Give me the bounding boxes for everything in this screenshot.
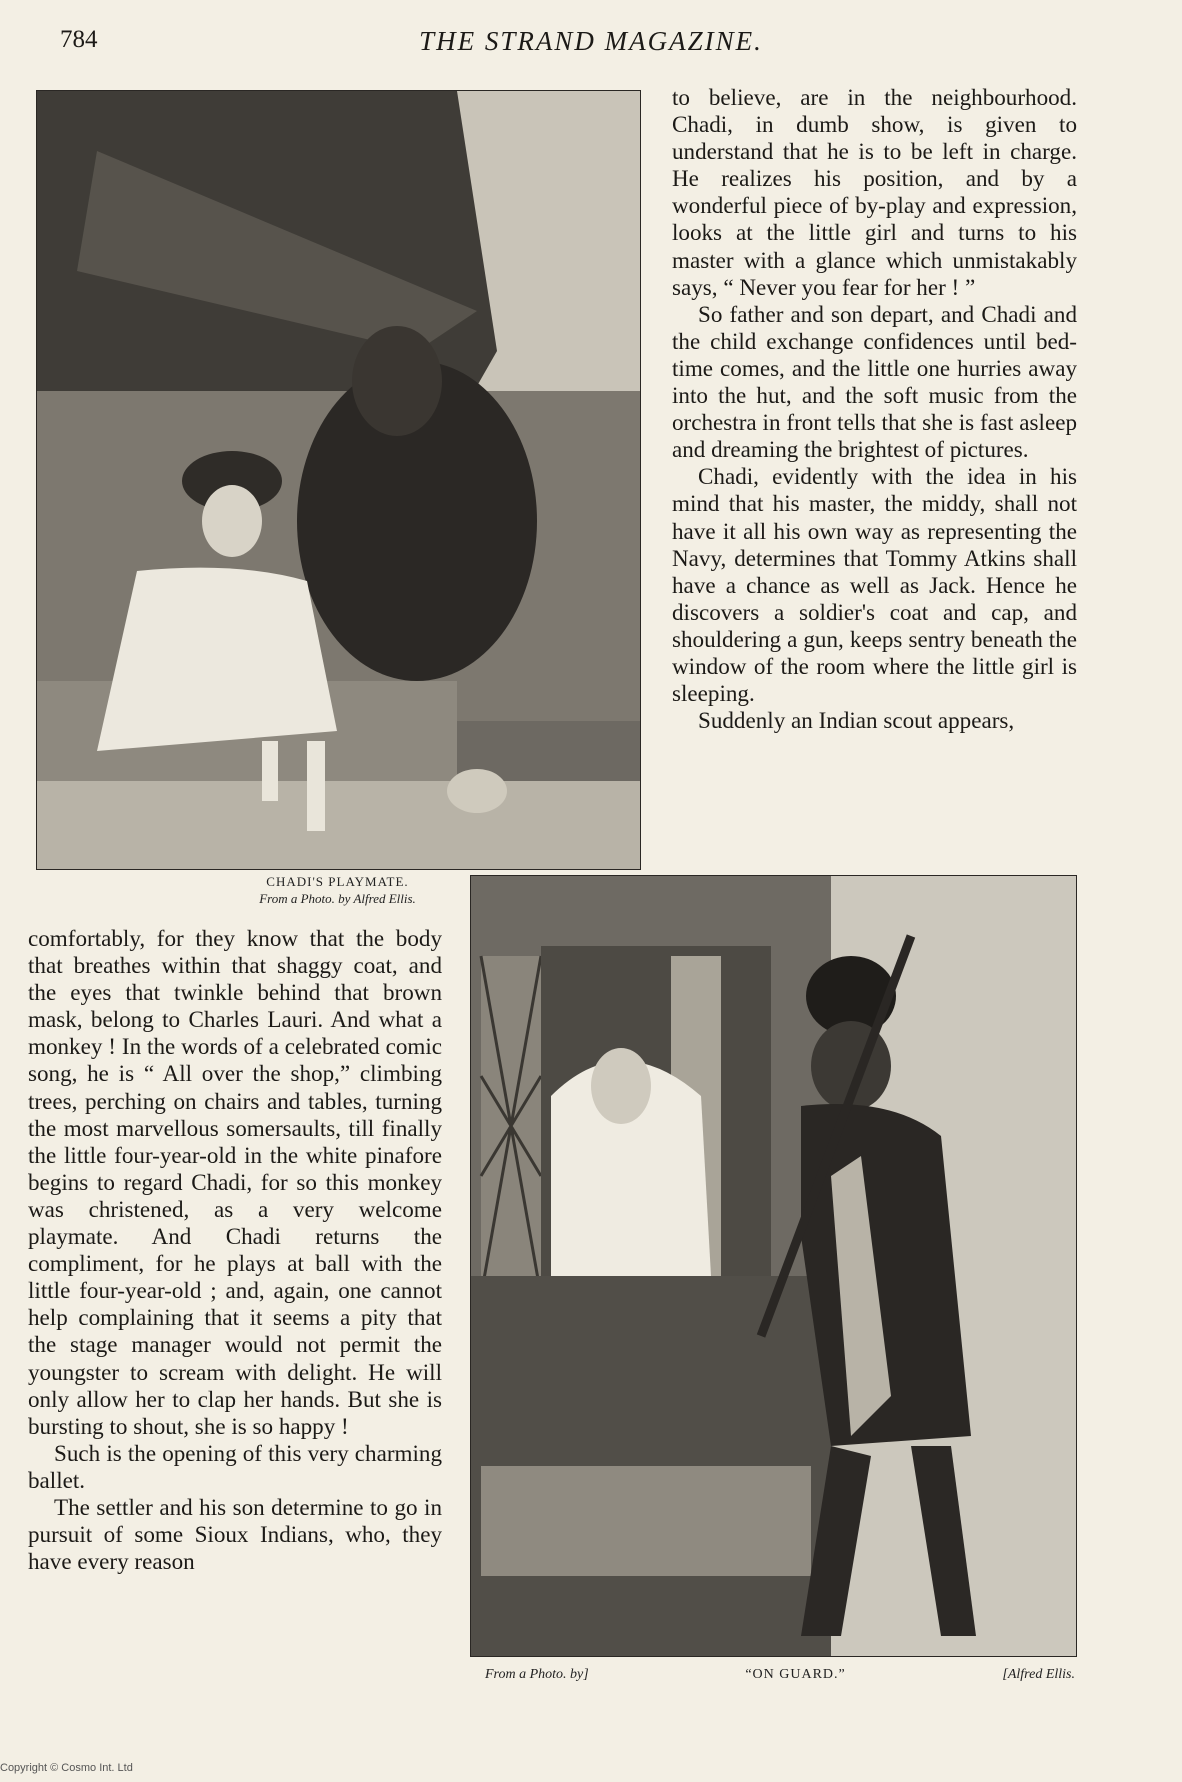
figure-2-credit-right: [Alfred Ellis. xyxy=(1002,1667,1075,1682)
paragraph: Chadi, evidently with the idea in his mind that his master, the middy, shall not have it all his own way as representing the Navy, determines that Tommy Atkins shall have a chance as well as Jack. Hence he discovers a soldier's coat and cap, and shouldering a gun, keeps sentry beneath the window of the room where the little girl is sleeping. xyxy=(672,463,1077,707)
figure-2-credit-left: From a Photo. by] xyxy=(485,1667,589,1682)
figure-1-caption-title: CHADI'S PLAYMATE. xyxy=(266,874,409,889)
figure-2-caption xyxy=(485,1667,1075,1683)
paragraph: Such is the opening of this very charming ballet. xyxy=(28,1439,442,1493)
figure-2-caption-title: “ON GUARD.” xyxy=(745,1667,846,1682)
chadis-playmate-photo xyxy=(36,90,641,870)
chadis-playmate-illustration xyxy=(37,91,640,869)
paragraph: to believe, are in the neighbourhood. Chadi, in dumb show, is given to understand that he is to be left in charge. He realizes his position, and by a wonderful piece of by-play and expression, looks at the little girl and turns to his master with a glance which unmistakably says, “ Never you fear for her ! ” xyxy=(672,84,1077,300)
page-number: 784 xyxy=(60,26,98,53)
paragraph: comfortably, for they know that the body that breathes within that shaggy coat, and the eyes that twinkle behind that brown mask, belong to Charles Lauri. And what a monkey ! In the words of a celebrated comic song, he is “ All over the shop,” climbing trees, perching on chairs and tables, turning the most marvellous somersaults, till finally the little four-year-old in the white pinafore begins to regard Chadi, for so this monkey was christened, as a very welcome playmate. And Chadi returns the compliment, for he plays at ball with the little four-year-old ; and, again, one cannot help complaining that it seems a pity that the stage manager would not permit the youngster to scream with delight. He will only allow her to clap her hands. But she is bursting to shout, she is so happy ! xyxy=(28,925,442,1439)
copyright-watermark: Copyright © Cosmo Int. Ltd xyxy=(0,1762,133,1774)
on-guard-photo xyxy=(470,875,1077,1657)
paragraph: So father and son depart, and Chadi and the child exchange confidences until bed-time comes, and the little one hurries away into the hut, and the soft music from the orchestra in front tells that she is fast asleep and dreaming the brightest of pictures. xyxy=(672,300,1077,463)
right-column-text xyxy=(672,84,1077,734)
paragraph: The settler and his son determine to go in pursuit of some Sioux Indians, who, they have every reason xyxy=(28,1493,442,1575)
figure-1-caption-credit: From a Photo. by Alfred Ellis. xyxy=(259,891,416,906)
left-column-text xyxy=(28,925,442,1575)
on-guard-illustration xyxy=(471,876,1076,1656)
magazine-title: THE STRAND MAGAZINE. xyxy=(419,26,763,56)
paragraph: Suddenly an Indian scout appears, xyxy=(698,707,1015,734)
